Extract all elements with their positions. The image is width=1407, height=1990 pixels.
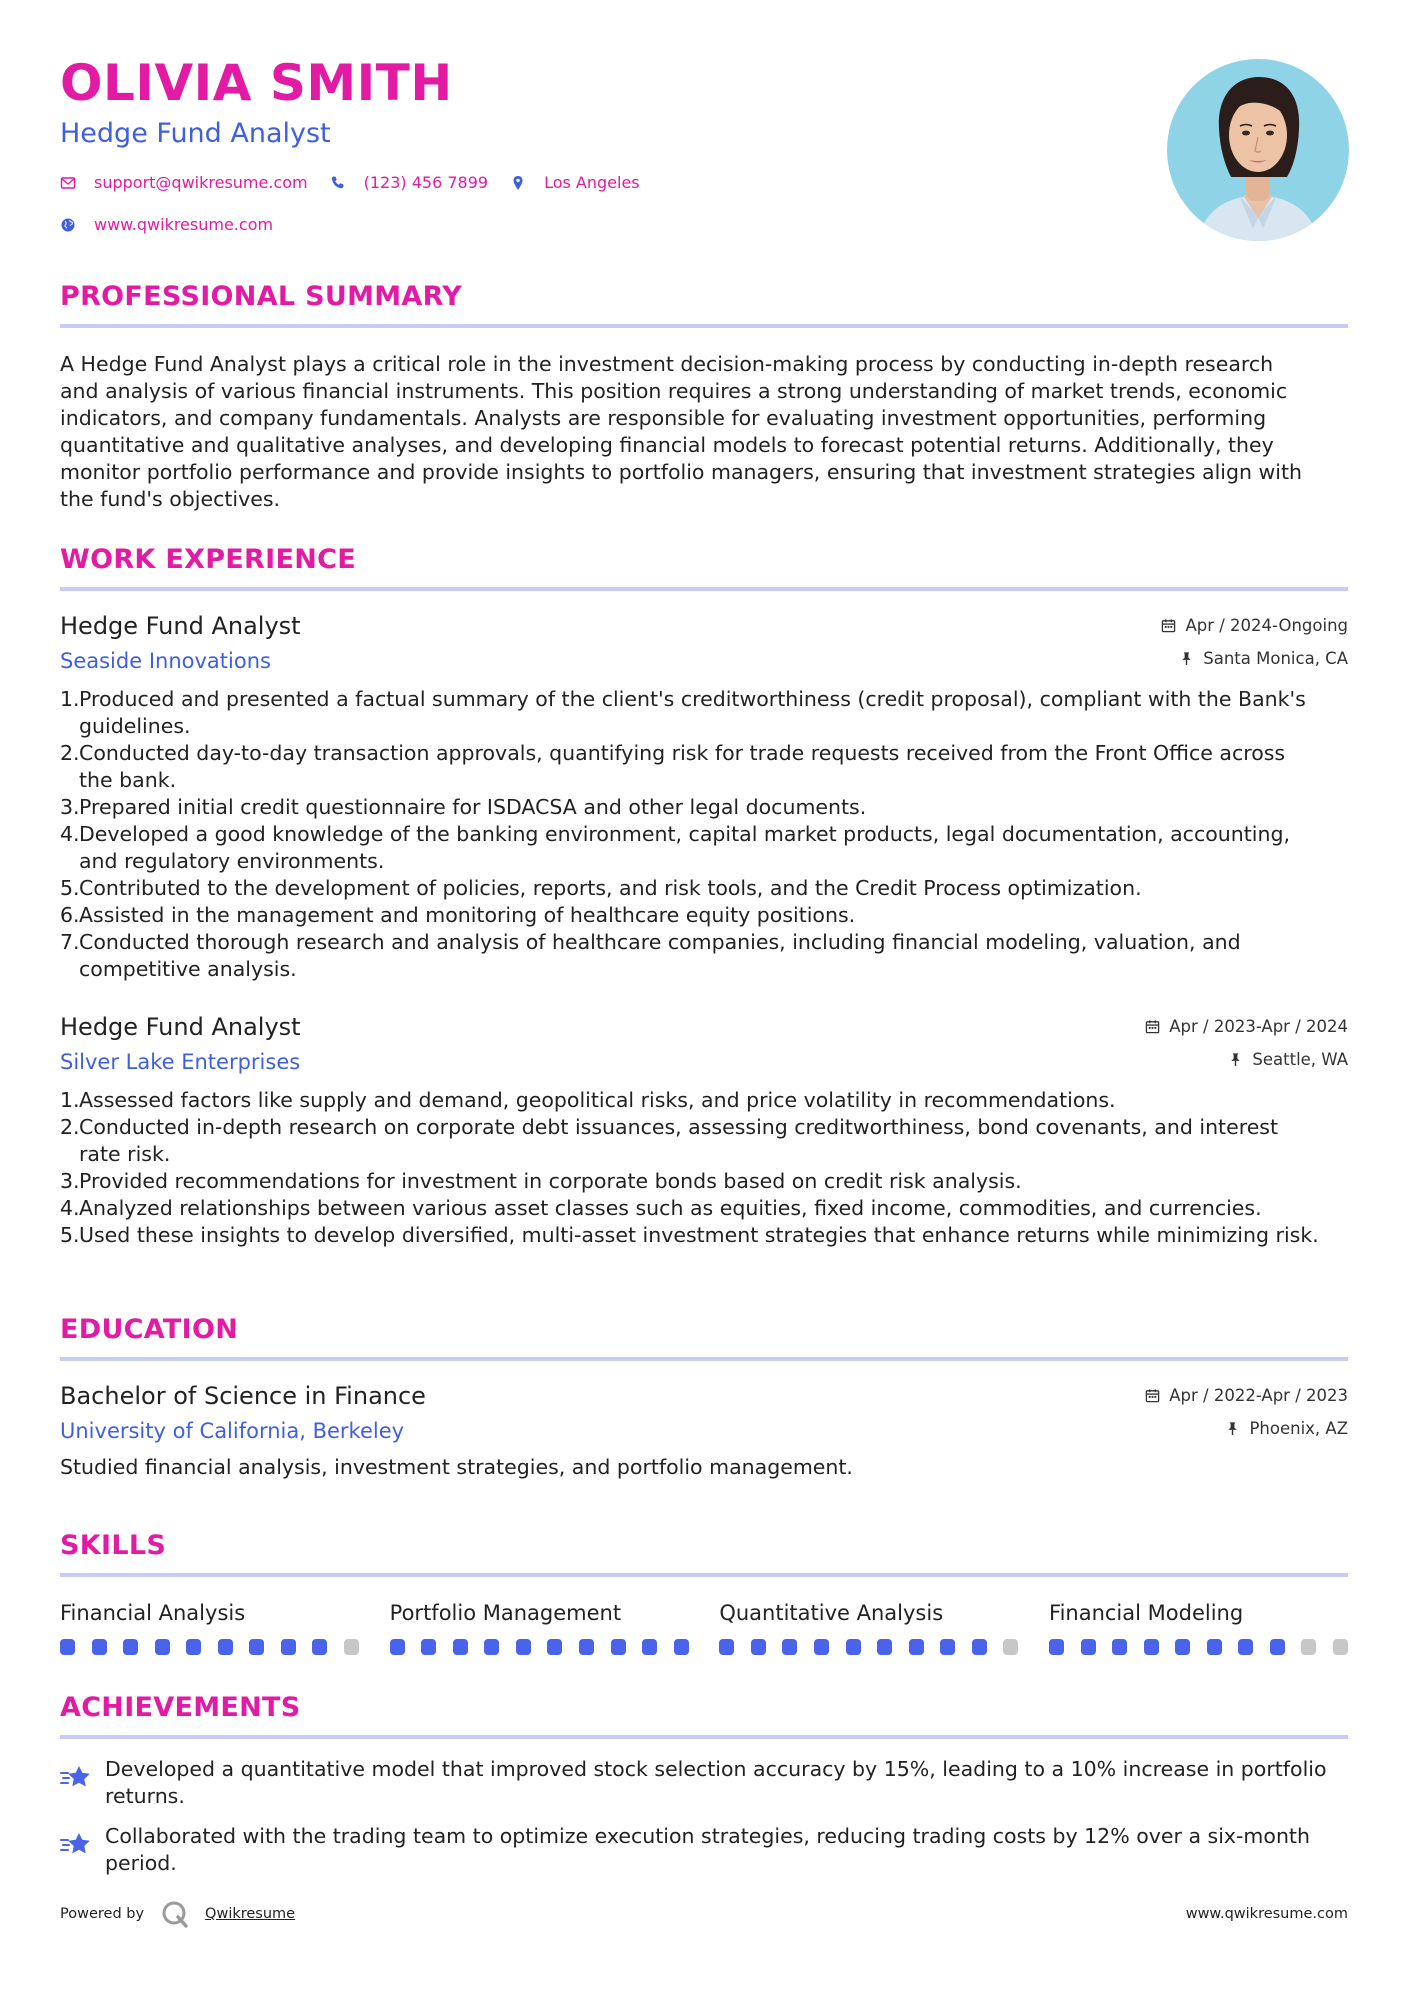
degree-title: Bachelor of Science in Finance	[60, 1382, 426, 1410]
achievement-line: Developed a quantitative model that improved stock selection accuracy by 15%, leading to a 10% increase in portfolio	[105, 1757, 1327, 1781]
skills-section	[60, 1532, 1348, 1655]
skill-dot-filled	[218, 1639, 233, 1655]
skill-dot-filled	[390, 1639, 405, 1655]
skill-dot-empty	[1301, 1639, 1316, 1655]
globe-icon	[60, 217, 76, 233]
powered-by-text: Powered by	[60, 1906, 145, 1922]
skill-dot-filled	[516, 1639, 531, 1655]
job-title: Hedge Fund Analyst	[60, 1013, 301, 1041]
skill-name: Financial Modeling	[1049, 1601, 1244, 1625]
pushpin-icon	[1225, 1421, 1240, 1436]
job-location-text: Seattle, WA	[1252, 1050, 1348, 1069]
achievements-section	[60, 1694, 1348, 1877]
education-location	[1225, 1419, 1348, 1439]
section-title: WORK EXPERIENCE	[60, 544, 356, 575]
section-title: ACHIEVEMENTS	[60, 1692, 301, 1723]
summary-line: monitor portfolio performance and provide insights to portfolio managers, ensuring that investment strategies align with	[60, 460, 1303, 484]
summary-line: A Hedge Fund Analyst plays a critical role in the investment decision-making process by conducting in-depth research	[60, 352, 1274, 376]
job-bullet: 4. Analyzed relationships between various asset classes such as equities, fixed income, commodities, and currencies.	[60, 1196, 1262, 1220]
pushpin-icon	[1179, 651, 1194, 666]
skill-dot-filled	[1207, 1639, 1222, 1655]
job-bullet: 3. Prepared initial credit questionnaire for ISDACSA and other legal documents.	[60, 795, 867, 819]
job-dates	[1161, 616, 1348, 636]
skill-dot-filled	[1238, 1639, 1253, 1655]
company-name: Silver Lake Enterprises	[60, 1050, 301, 1074]
job-header	[60, 612, 1348, 686]
location-contact	[510, 175, 640, 191]
job-bullet: 7. Conducted thorough research and analysis of healthcare companies, including financial modeling, valuation, and competitive analysis.	[60, 930, 1241, 981]
section-title: SKILLS	[60, 1530, 167, 1561]
skill-dot-filled	[92, 1639, 107, 1655]
skill-dot-empty	[1003, 1639, 1018, 1655]
calendar-icon	[1145, 1388, 1160, 1403]
job-header	[60, 1013, 1348, 1087]
star-icon	[60, 1764, 92, 1790]
skill-dot-filled	[877, 1639, 892, 1655]
skill-dot-filled	[547, 1639, 562, 1655]
footer-powered-by	[60, 1900, 295, 1928]
skill-dot-filled	[484, 1639, 499, 1655]
achievement-line: period.	[105, 1851, 177, 1875]
candidate-name: OLIVIA SMITH	[60, 54, 453, 112]
skill-item	[719, 1601, 1049, 1655]
job-bullet: 2. Conducted in-depth research on corporate debt issuances, assessing creditworthiness, bond covenants, and interest rate risk.	[60, 1115, 1279, 1166]
achievement-line: Collaborated with the trading team to optimize execution strategies, reducing trading costs by 12% over a six-month	[105, 1824, 1310, 1848]
candidate-title: Hedge Fund Analyst	[60, 118, 331, 149]
skill-dot-filled	[642, 1639, 657, 1655]
summary-section	[60, 283, 1348, 513]
section-divider	[60, 1357, 1348, 1361]
skill-dot-filled	[123, 1639, 138, 1655]
job-bullets	[60, 686, 1348, 983]
job-bullet: 1. Assessed factors like supply and demand, geopolitical risks, and price volatility in recommendations.	[60, 1088, 1116, 1112]
job-bullet: 6. Assisted in the management and monitoring of healthcare equity positions.	[60, 903, 856, 927]
summary-text	[60, 351, 1348, 513]
section-divider	[60, 1735, 1348, 1739]
job-dates	[1145, 1017, 1348, 1037]
contact-row-website	[60, 217, 295, 233]
job-bullets	[60, 1087, 1348, 1249]
job-location-text: Santa Monica, CA	[1203, 649, 1348, 668]
job-dates-text: Apr / 2023-Apr / 2024	[1169, 1017, 1348, 1036]
skill-rating	[60, 1639, 359, 1655]
skill-dot-filled	[972, 1639, 987, 1655]
job-entry	[60, 1013, 1348, 1249]
skill-dot-filled	[281, 1639, 296, 1655]
achievement-item	[60, 1823, 1348, 1877]
pushpin-icon	[1228, 1052, 1243, 1067]
education-dates-text: Apr / 2022-Apr / 2023	[1169, 1386, 1348, 1405]
skill-rating	[390, 1639, 689, 1655]
achievement-line: returns.	[105, 1784, 185, 1808]
skill-dot-empty	[1333, 1639, 1348, 1655]
section-title: EDUCATION	[60, 1314, 239, 1345]
education-dates	[1145, 1386, 1348, 1406]
profile-photo	[1167, 59, 1349, 241]
skill-dot-filled	[1144, 1639, 1159, 1655]
skill-dot-filled	[421, 1639, 436, 1655]
phone-contact[interactable]	[330, 175, 488, 191]
education-header	[60, 1382, 1348, 1454]
section-title: PROFESSIONAL SUMMARY	[60, 281, 463, 312]
skill-name: Financial Analysis	[60, 1601, 246, 1625]
envelope-icon	[60, 175, 76, 191]
contact-row	[60, 175, 662, 191]
summary-line: and analysis of various financial instruments. This position requires a strong understanding of market trends, economic	[60, 379, 1288, 403]
phone-text[interactable]: (123) 456 7899	[363, 173, 489, 192]
company-name: Seaside Innovations	[60, 649, 271, 673]
section-divider	[60, 1573, 1348, 1577]
skill-rating	[719, 1639, 1018, 1655]
experience-section	[60, 546, 1348, 1249]
skill-dot-filled	[611, 1639, 626, 1655]
school-name: University of California, Berkeley	[60, 1419, 405, 1443]
skill-dot-filled	[1049, 1639, 1064, 1655]
summary-line: the fund's objectives.	[60, 487, 281, 511]
job-bullet: 5. Contributed to the development of policies, reports, and risk tools, and the Credit Process optimization.	[60, 876, 1142, 900]
summary-line: quantitative and qualitative analyses, and developing financial models to forecast potential returns. Additionally, they	[60, 433, 1274, 457]
job-bullet: 2. Conducted day-to-day transaction approvals, quantifying risk for trade requests received from the Front Office across the bank.	[60, 741, 1286, 792]
skill-dot-filled	[674, 1639, 689, 1655]
skill-dot-filled	[814, 1639, 829, 1655]
skills-grid	[60, 1601, 1348, 1655]
skill-dot-filled	[751, 1639, 766, 1655]
skill-dot-filled	[453, 1639, 468, 1655]
section-divider	[60, 587, 1348, 591]
section-divider	[60, 324, 1348, 328]
job-bullet: 1. Produced and presented a factual summary of the client's creditworthiness (credit proposal), compliant with the Bank's guidelines.	[60, 687, 1306, 738]
skill-name: Portfolio Management	[389, 1601, 622, 1625]
email-text[interactable]: support@qwikresume.com	[94, 173, 308, 192]
education-description: Studied financial analysis, investment strategies, and portfolio management.	[60, 1455, 853, 1479]
skill-item	[60, 1601, 390, 1655]
summary-line: indicators, and company fundamentals. Analysts are responsible for evaluating investment opportunities, performing	[60, 406, 1267, 430]
skill-dot-filled	[1270, 1639, 1285, 1655]
skill-dot-filled	[1112, 1639, 1127, 1655]
skill-rating	[1049, 1639, 1348, 1655]
skill-dot-filled	[846, 1639, 861, 1655]
achievement-item	[60, 1756, 1348, 1810]
skill-item	[1049, 1601, 1348, 1655]
education-location-text: Phoenix, AZ	[1249, 1419, 1348, 1438]
job-bullet: 5. Used these insights to develop diversified, multi-asset investment strategies that enhance returns while minimizing risk.	[60, 1223, 1319, 1247]
website-contact[interactable]	[60, 217, 273, 233]
skill-dot-filled	[940, 1639, 955, 1655]
skill-dot-filled	[312, 1639, 327, 1655]
skill-dot-filled	[1175, 1639, 1190, 1655]
skill-dot-filled	[249, 1639, 264, 1655]
calendar-icon	[1161, 618, 1176, 633]
star-icon	[60, 1831, 92, 1857]
calendar-icon	[1145, 1019, 1160, 1034]
job-dates-text: Apr / 2024-Ongoing	[1185, 616, 1348, 635]
skill-dot-filled	[1081, 1639, 1096, 1655]
job-bullet: 3. Provided recommendations for investment in corporate bonds based on credit risk analysis.	[60, 1169, 1022, 1193]
skill-dot-filled	[155, 1639, 170, 1655]
skill-dot-filled	[60, 1639, 75, 1655]
skill-dot-empty	[344, 1639, 359, 1655]
location-text: Los Angeles	[544, 173, 640, 192]
email-contact[interactable]	[60, 175, 308, 191]
education-entry	[60, 1382, 1348, 1481]
skill-dot-filled	[579, 1639, 594, 1655]
map-pin-icon	[510, 175, 526, 191]
qwikresume-logo-icon	[161, 1900, 189, 1928]
job-entry	[60, 612, 1348, 983]
footer-brand-link[interactable]: Qwikresume	[205, 1906, 296, 1922]
job-location	[1228, 1050, 1348, 1070]
job-bullet: 4. Developed a good knowledge of the banking environment, capital market products, legal documentation, accounting, and regulatory environments.	[60, 822, 1291, 873]
skill-dot-filled	[186, 1639, 201, 1655]
website-text[interactable]: www.qwikresume.com	[94, 215, 274, 234]
footer-website-link[interactable]: www.qwikresume.com	[1185, 1906, 1348, 1922]
skill-dot-filled	[909, 1639, 924, 1655]
skill-dot-filled	[782, 1639, 797, 1655]
achievements-list	[60, 1756, 1348, 1877]
skill-item	[390, 1601, 720, 1655]
education-section	[60, 1316, 1348, 1481]
job-title: Hedge Fund Analyst	[60, 612, 301, 640]
skill-dot-filled	[719, 1639, 734, 1655]
job-location	[1179, 649, 1348, 669]
phone-icon	[330, 175, 346, 191]
skill-name: Quantitative Analysis	[719, 1601, 944, 1625]
